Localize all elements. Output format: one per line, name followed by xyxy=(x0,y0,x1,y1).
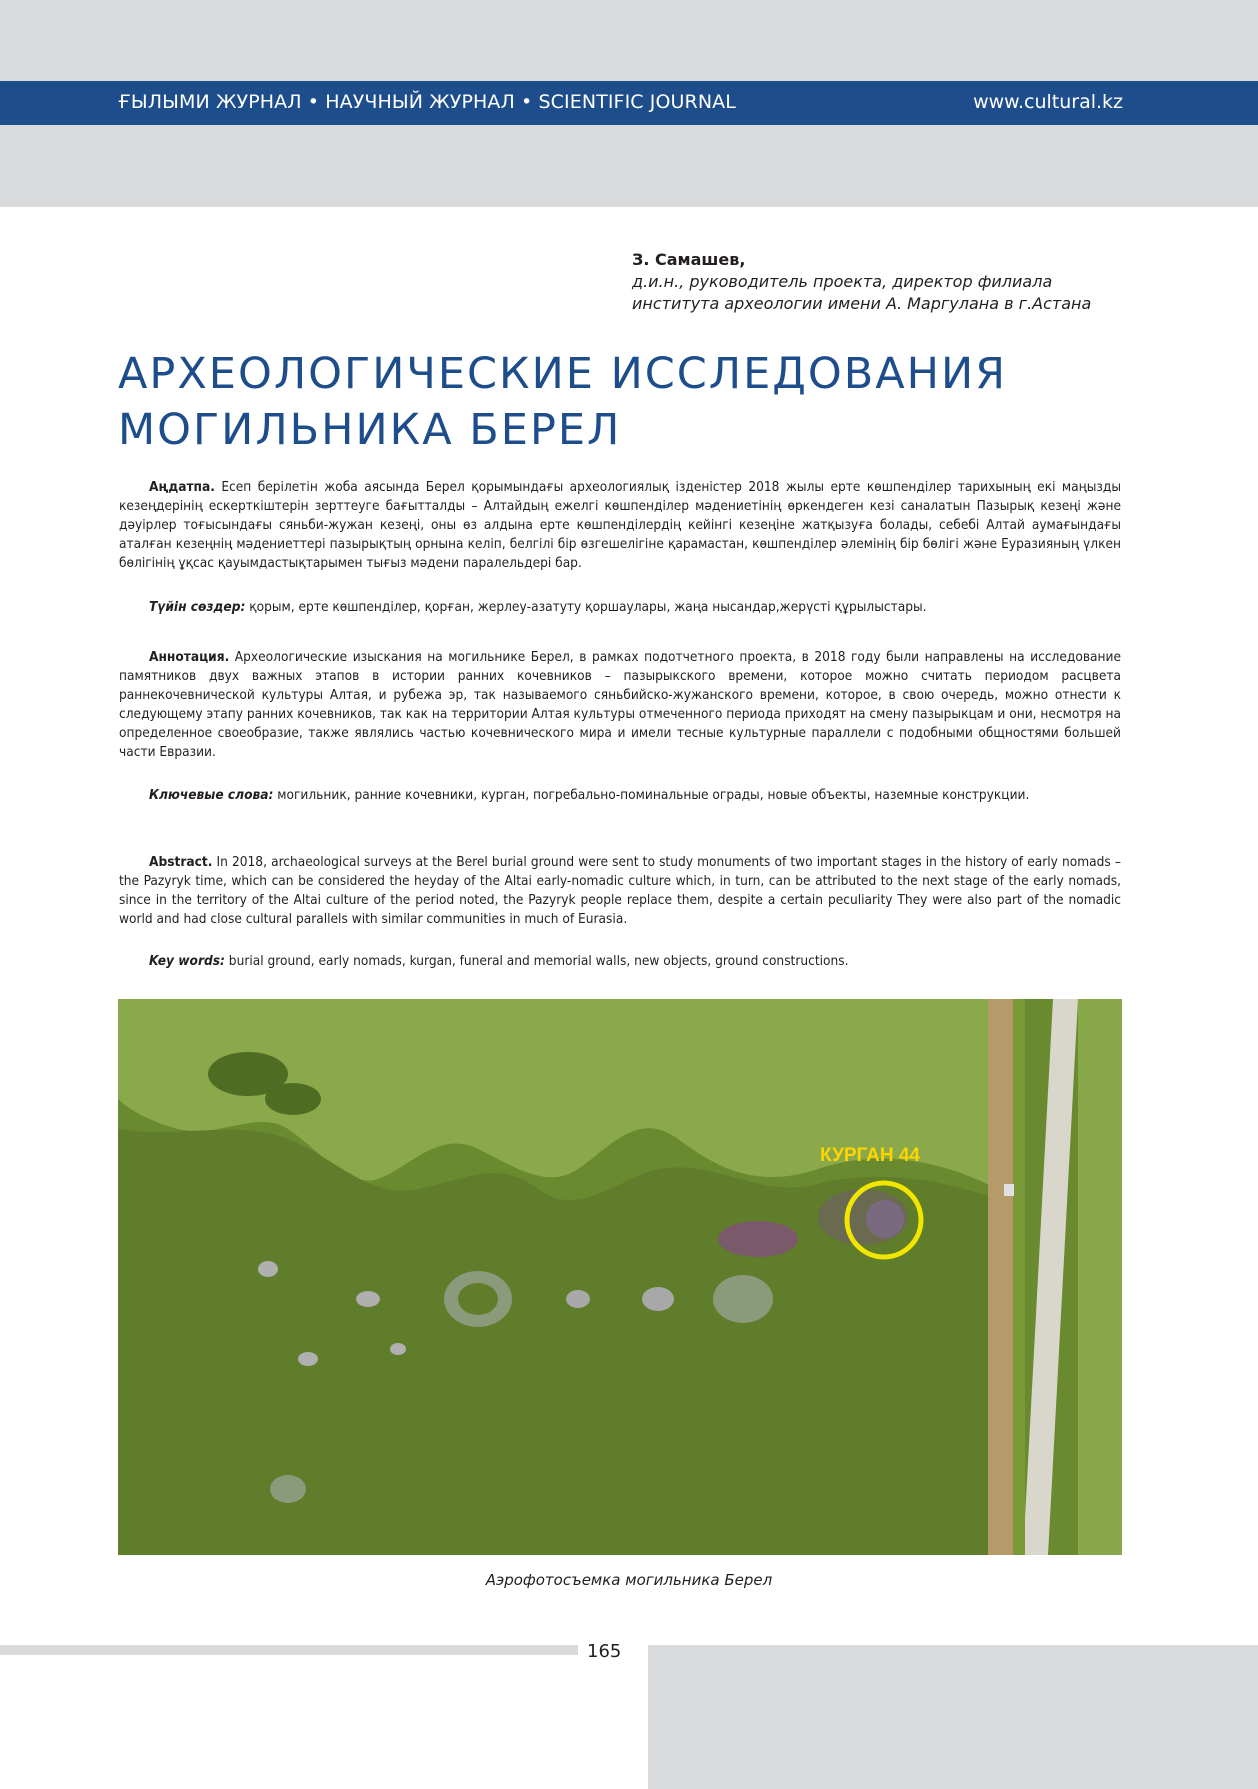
abstract-en-text: In 2018, archaeological surveys at the Berel burial ground were sent to study monuments of two important stages in the history of early nomads – the Pazyryk time, which can be considered the heyday of the Altai early-nomadic culture which, in turn, can be attributed to the next stage of the early nomads, since in the territory of the Altai culture of the period noted, the Pazyryk people replace them, despite a certain peculiarity They were also part of the nomadic world and had close cultural parallels with similar communities in much of Eurasia. xyxy=(119,854,1121,927)
journal-website-link[interactable]: www.cultural.kz xyxy=(973,91,1123,113)
journal-name: ҒЫЛЫМИ ЖУРНАЛ • НАУЧНЫЙ ЖУРНАЛ • SCIENTIFIC JOURNAL xyxy=(118,91,736,113)
keywords-ru-label: Ключевые слова: xyxy=(149,787,274,803)
page-number: 165 xyxy=(587,1641,622,1662)
kurgan-label: КУРГАН 44 xyxy=(820,1145,920,1166)
abstract-en-label: Abstract. xyxy=(149,854,213,870)
abstract-en xyxy=(119,853,1121,929)
abstract-ru xyxy=(119,648,1121,762)
aerial-photo-drawing xyxy=(118,999,1122,1555)
keywords-en-text: burial ground, early nomads, kurgan, funeral and memorial walls, new objects, ground constructions. xyxy=(224,953,849,969)
keywords-en xyxy=(119,952,1121,971)
journal-header-bar xyxy=(0,81,1258,125)
keywords-ru xyxy=(119,786,1121,805)
keywords-kz xyxy=(119,598,1121,617)
abstract-kz-label: Аңдатпа. xyxy=(149,479,215,495)
author-position: д.и.н., руководитель проекта, директор филиала института археологии имени А. Маргулана в г.Астана xyxy=(632,272,1092,313)
article-title: АРХЕОЛОГИЧЕСКИЕ ИССЛЕДОВАНИЯ МОГИЛЬНИКА БЕРЕЛ xyxy=(118,349,1008,455)
abstract-ru-text: Археологические изыскания на могильнике Берел, в рамках подотчетного проекта, в 2018 году были направлены на исследование памятников двух важных этапов в истории ранних кочевников – пазырыкского времени, которое можно считать периодом расцвета раннекочевнической культуры Алтая, и рубежа эр, так называемого сяньбийско-жужанского времени, которое, в свою очередь, можно отнести к следующему этапу ранних кочевников, так как на территории Алтая культуры отмеченного периода приходят на смену пазырыкцам и они, несмотря на определенное своеобразие, также являлись частью кочевнического мира и имели тесные культурные параллели с подобными общностями большей части Евразии. xyxy=(119,649,1121,760)
footer-line xyxy=(0,1645,578,1655)
abstract-kz xyxy=(119,478,1121,573)
author-block xyxy=(632,249,1192,315)
aerial-photo xyxy=(118,999,1122,1555)
abstract-kz-text: Есеп берілетін жоба аясында Берел қорымындағы археологиялық ізденістер 2018 жылы ерте көшпенділер тарихының екі маңызды кезеңдерінің ескерткіштерін зерттеуге бағытталды – Алтайдың ежелгі көшпенділер мәдениетінің өркендеген кезі саналатын Пазырық кезеңі және дәуірлер тоғысындағы сяньби-жужан кезеңі, оны өз алдына ерте көшпенділердің кейінгі кезеңіне жатқызуға болады, себебі Алтай аумағындағы аталған кезеңнің мәдениеттері пазырықтың орнына келіп, белгілі бір өзгешелігіне қарамастан, көшпенділер әлемінің бір бөлігі және Еуразияның үлкен бөлігінің ұқсас қауымдастықтарымен тығыз мәдени паралельдері бар. xyxy=(119,479,1121,571)
footer-gray-band xyxy=(648,1645,1258,1789)
author-name: З. Самашев, xyxy=(632,250,746,269)
keywords-kz-label: Түйін сөздер: xyxy=(149,599,246,615)
keywords-ru-text: могильник, ранние кочевники, курган, погребально-поминальные ограды, новые объекты, наземные конструкции. xyxy=(273,787,1030,803)
keywords-en-label: Key words: xyxy=(149,953,225,969)
abstract-ru-label: Аннотация. xyxy=(149,649,230,665)
keywords-kz-text: қорым, ерте көшпенділер, қорған, жерлеу-азатуту қоршаулары, жаңа нысандар,жерүсті құрылыстары. xyxy=(245,599,927,615)
figure-caption: Аэрофотосъемка могильника Берел xyxy=(485,1571,773,1589)
